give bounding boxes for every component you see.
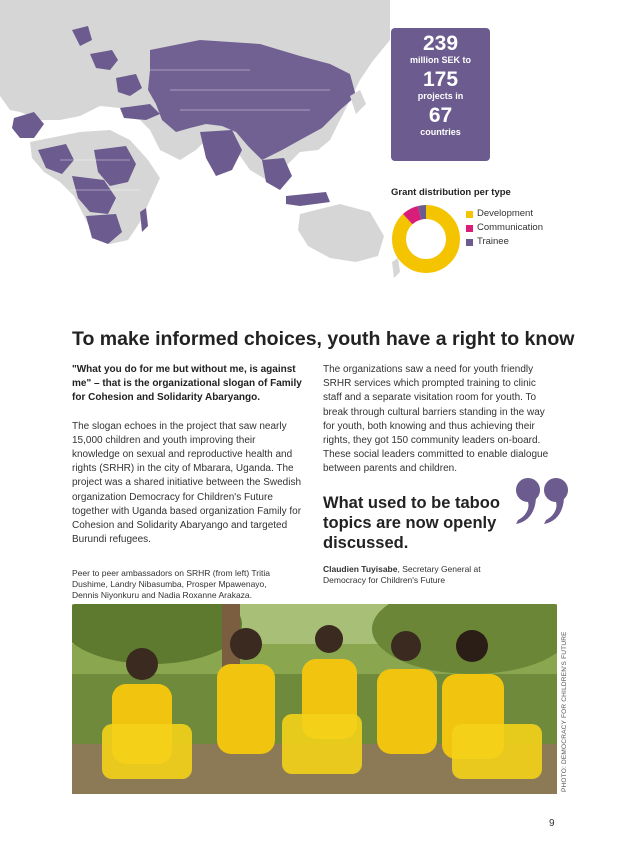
stats-box <box>391 28 490 161</box>
stat-amount-label: million SEK to <box>409 55 471 65</box>
legend-label-development: Development <box>477 208 533 219</box>
map-land-australia <box>298 204 384 262</box>
pull-quote: What used to be taboo topics are now openly discussed. <box>323 494 500 552</box>
photo-credit: PHOTO: DEMOCRACY FOR CHILDREN'S FUTURE <box>561 631 568 792</box>
legend-label-trainee: Trainee <box>477 236 509 247</box>
legend-item-development <box>466 207 543 221</box>
group-photo <box>72 604 557 794</box>
quote-mark-icon <box>514 476 572 526</box>
stat-amount: 239 <box>422 32 459 55</box>
grant-donut-chart <box>391 204 461 274</box>
article-body-2: The organizations saw a need for youth friendly SRHR services which prompted training to clinic staff and a separate visitation room for youth. To break through cultural barriers standing in the way for youth, both knowing and thus achieving their rights, they got 150 community leaders on-board. These social leaders committed to enable dialogue between parents and children. <box>323 364 549 475</box>
legend-item-communication <box>466 221 543 235</box>
stat-countries-label: countries <box>420 127 461 137</box>
stat-countries: 67 <box>428 104 453 127</box>
article-column-left <box>72 363 302 561</box>
article-lead: "What you do for me but without me, is against me" – that is the organizational slogan of Family for Cohesion and Solidarity Abaryango. <box>72 364 302 404</box>
legend-swatch-trainee <box>466 239 473 246</box>
legend-swatch-development <box>466 211 473 218</box>
map-country-indonesia <box>286 192 330 206</box>
article-column-right <box>323 363 553 491</box>
article-heading: To make informed choices, youth have a right to know <box>72 328 575 350</box>
article-body-1: The slogan echoes in the project that saw nearly 15,000 children and youth improving their knowledge on sexual and reproductive health and rights (SRHR) in the city of Mbarara, Uganda. The project was a shared initiative between the Swedish organization Democracy for Children's Future together with Uganda based organization Family for Cohesion and Solidarity Abaryango and targeted Burundi refugees. <box>72 420 302 546</box>
stat-projects: 175 <box>422 68 459 91</box>
quote-author-name: Claudien Tuyisabe <box>323 564 398 574</box>
photo-caption: Peer to peer ambassadors on SRHR (from left) Tritia Dushime, Landry Nibasumba, Prosper Mpawenayo, Dennis Niyonkuru and Nadia Roxanne Arakaza. <box>72 568 270 600</box>
map-country-madagascar <box>140 208 148 232</box>
grant-legend <box>466 207 543 249</box>
quote-author-role: , Secretary General at Democracy for Children's Future <box>323 564 481 585</box>
donut-slice-development <box>399 212 453 266</box>
quote-attribution <box>323 564 513 586</box>
legend-item-trainee <box>466 235 543 249</box>
stat-projects-label: projects in <box>417 91 464 101</box>
grant-chart-title: Grant distribution per type <box>391 187 511 198</box>
page-number: 9 <box>549 818 555 829</box>
legend-swatch-communication <box>466 225 473 232</box>
legend-label-communication: Communication <box>477 222 543 233</box>
